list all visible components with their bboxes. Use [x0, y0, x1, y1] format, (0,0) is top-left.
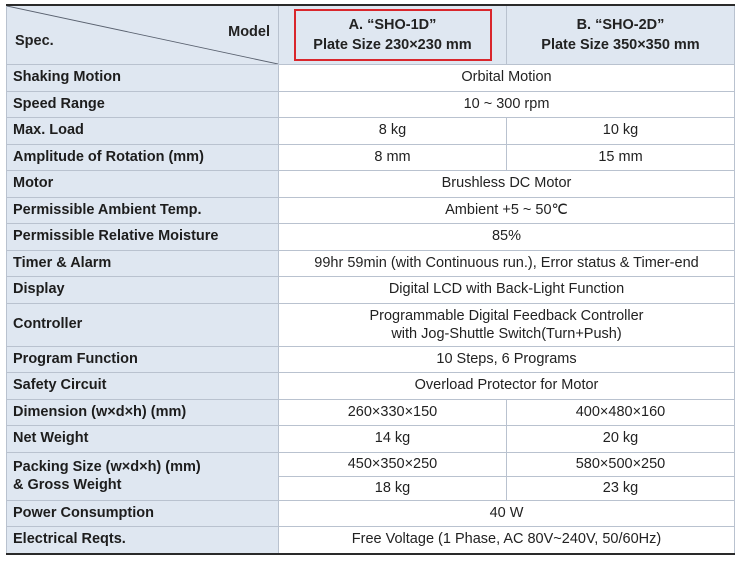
motor-value: Brushless DC Motor — [279, 171, 735, 198]
controller-label: Controller — [7, 303, 279, 346]
controller-value-line2: with Jog-Shuttle Switch(Turn+Push) — [391, 325, 622, 342]
table-row — [7, 303, 735, 346]
packing-label — [7, 452, 279, 500]
model-b-plate-size: Plate Size 350×350 mm — [541, 37, 700, 53]
electrical-label: Electrical Reqts. — [7, 527, 279, 554]
safety-value: Overload Protector for Motor — [279, 373, 735, 400]
gross-weight-a: 18 kg — [279, 476, 507, 500]
table-row — [7, 500, 735, 527]
table-row — [7, 171, 735, 198]
speed-range-value: 10 ~ 300 rpm — [279, 91, 735, 118]
header-row — [7, 5, 735, 65]
table-row — [7, 426, 735, 453]
controller-value — [279, 303, 735, 346]
model-a-highlight-box — [294, 9, 492, 61]
model-b-name: B. “SHO-2D” — [576, 17, 665, 33]
shaking-motion-value: Orbital Motion — [279, 65, 735, 92]
table-row — [7, 373, 735, 400]
display-label: Display — [7, 277, 279, 304]
packing-label-line1: Packing Size (w×d×h) (mm) — [13, 459, 201, 475]
table-row — [7, 452, 735, 476]
ambient-temp-value: Ambient +5 ~ 50℃ — [279, 197, 735, 224]
corner-spec-label: Spec. — [15, 33, 54, 50]
display-value: Digital LCD with Back-Light Function — [279, 277, 735, 304]
amplitude-b: 15 mm — [507, 144, 735, 171]
model-a-name: A. “SHO-1D” — [348, 17, 437, 33]
program-value: 10 Steps, 6 Programs — [279, 346, 735, 373]
model-a-header — [279, 5, 507, 65]
amplitude-a: 8 mm — [279, 144, 507, 171]
table-row — [7, 346, 735, 373]
spec-table — [6, 4, 735, 555]
program-label: Program Function — [7, 346, 279, 373]
table-row — [7, 224, 735, 251]
table-row — [7, 144, 735, 171]
controller-value-line1: Programmable Digital Feedback Controller — [369, 307, 644, 324]
motor-label: Motor — [7, 171, 279, 198]
net-weight-b: 20 kg — [507, 426, 735, 453]
corner-model-label: Model — [228, 24, 270, 40]
power-label: Power Consumption — [7, 500, 279, 527]
timer-value: 99hr 59min (with Continuous run.), Error status & Timer-end — [279, 250, 735, 277]
header-corner-cell — [7, 5, 279, 65]
table-row — [7, 91, 735, 118]
moisture-value: 85% — [279, 224, 735, 251]
packing-size-b: 580×500×250 — [507, 452, 735, 476]
ambient-temp-label: Permissible Ambient Temp. — [7, 197, 279, 224]
table-row — [7, 399, 735, 426]
net-weight-a: 14 kg — [279, 426, 507, 453]
table-row — [7, 197, 735, 224]
moisture-label: Permissible Relative Moisture — [7, 224, 279, 251]
packing-label-line2: & Gross Weight — [13, 477, 122, 493]
max-load-label: Max. Load — [7, 118, 279, 145]
dimension-b: 400×480×160 — [507, 399, 735, 426]
packing-size-a: 450×350×250 — [279, 452, 507, 476]
dimension-label: Dimension (w×d×h) (mm) — [7, 399, 279, 426]
table-row — [7, 527, 735, 554]
max-load-b: 10 kg — [507, 118, 735, 145]
power-value: 40 W — [279, 500, 735, 527]
shaking-motion-label: Shaking Motion — [7, 65, 279, 92]
speed-range-label: Speed Range — [7, 91, 279, 118]
electrical-value: Free Voltage (1 Phase, AC 80V~240V, 50/60Hz) — [279, 527, 735, 554]
amplitude-label: Amplitude of Rotation (mm) — [7, 144, 279, 171]
table-row — [7, 277, 735, 304]
net-weight-label: Net Weight — [7, 426, 279, 453]
max-load-a: 8 kg — [279, 118, 507, 145]
gross-weight-b: 23 kg — [507, 476, 735, 500]
table-row — [7, 65, 735, 92]
dimension-a: 260×330×150 — [279, 399, 507, 426]
timer-label: Timer & Alarm — [7, 250, 279, 277]
table-row — [7, 250, 735, 277]
model-a-plate-size: Plate Size 230×230 mm — [313, 37, 472, 53]
safety-label: Safety Circuit — [7, 373, 279, 400]
model-b-header — [507, 5, 735, 65]
table-row — [7, 118, 735, 145]
